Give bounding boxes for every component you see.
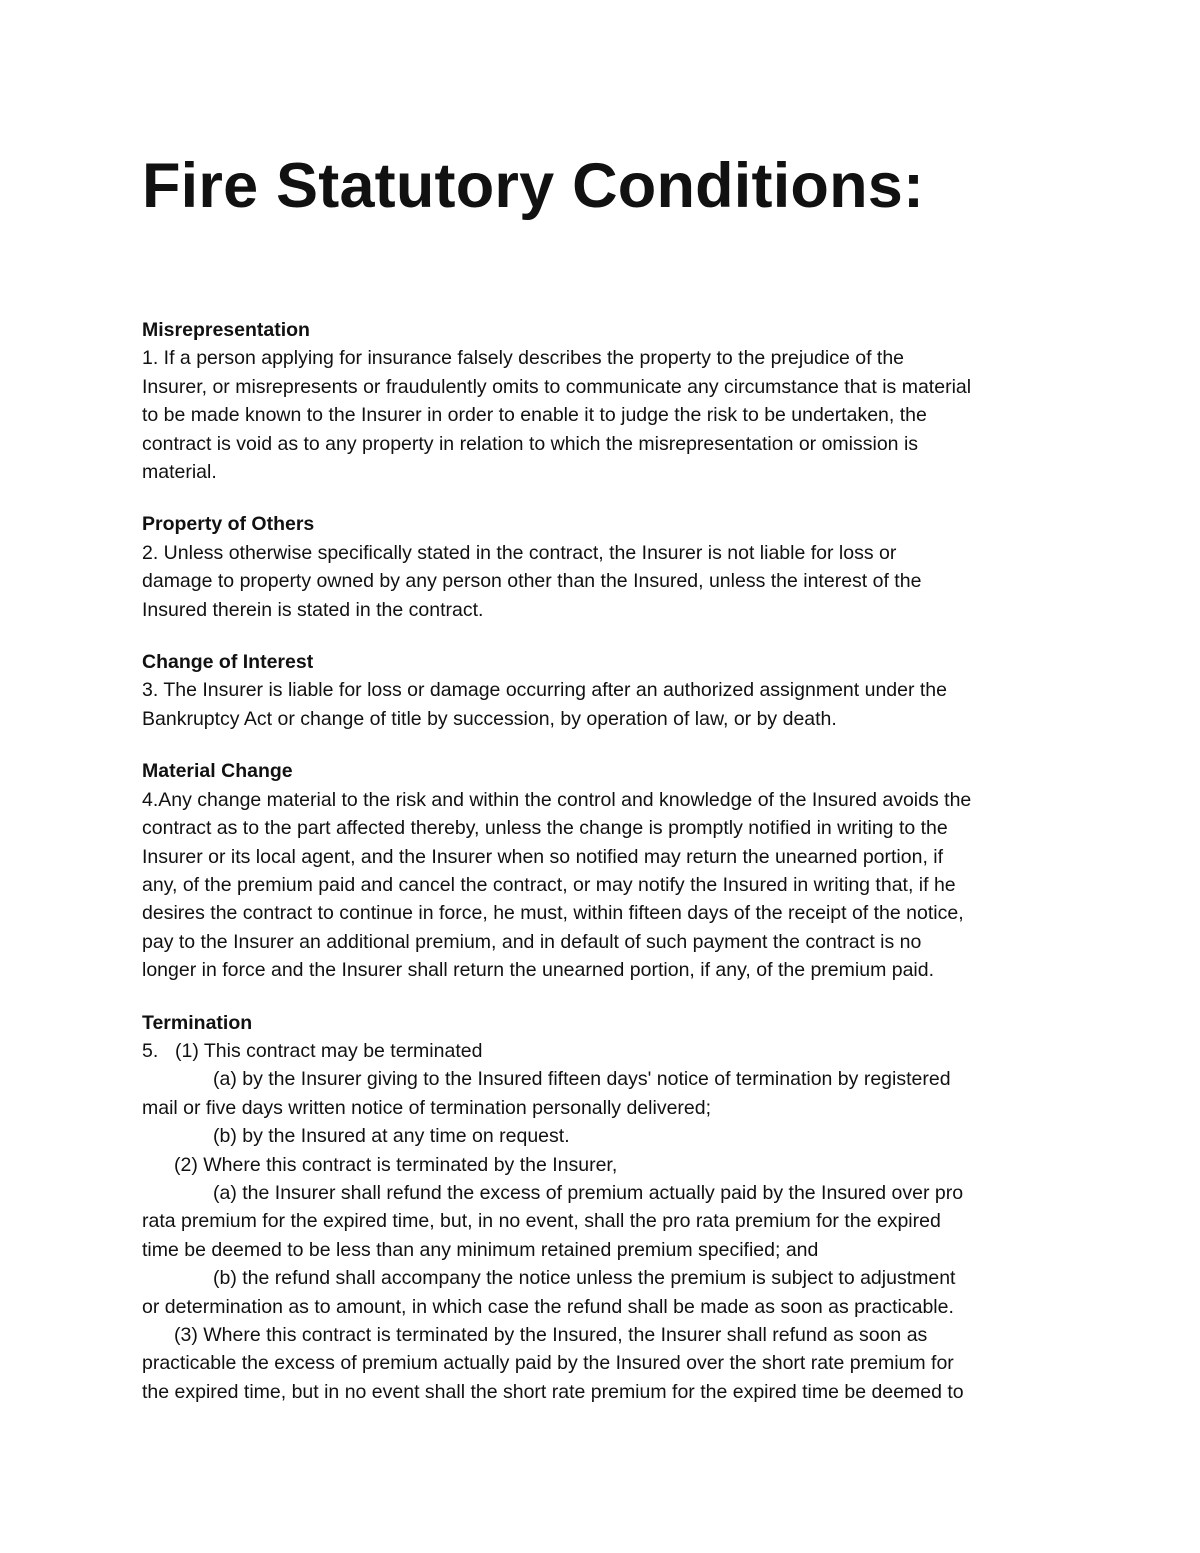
text-line: (2) Where this contract is terminated by the Insurer, bbox=[174, 1153, 618, 1176]
text-line: contract as to the part affected thereby, unless the change is promptly notified in writing to the bbox=[142, 817, 948, 840]
text-line: (a) by the Insurer giving to the Insured fifteen days' notice of termination by registered bbox=[213, 1068, 951, 1091]
text-line: damage to property owned by any person other than the Insured, unless the interest of the bbox=[142, 570, 922, 593]
section-paragraph bbox=[142, 786, 1072, 985]
text-line: Bankruptcy Act or change of title by succession, by operation of law, or by death. bbox=[142, 707, 837, 730]
text-line: Insurer or its local agent, and the Insurer when so notified may return the unearned portion, if bbox=[142, 845, 944, 868]
section-paragraph bbox=[142, 344, 1072, 486]
text-line: desires the contract to continue in force, he must, within fifteen days of the receipt of the notice, bbox=[142, 902, 964, 925]
text-line: pay to the Insurer an additional premium, and in default of such payment the contract is no bbox=[142, 930, 922, 953]
section-number: 5. bbox=[142, 1039, 159, 1062]
text-line: time be deemed to be less than any minimum retained premium specified; and bbox=[142, 1238, 819, 1261]
text-line: to be made known to the Insurer in order to enable it to judge the risk to be undertaken, the bbox=[142, 404, 927, 427]
section-paragraph bbox=[142, 1037, 1072, 1406]
section-paragraph bbox=[142, 539, 1072, 624]
text-line: practicable the excess of premium actually paid by the Insured over the short rate premium for bbox=[142, 1352, 954, 1375]
text-line: Insured therein is stated in the contract. bbox=[142, 598, 484, 621]
document-body bbox=[142, 316, 1072, 1430]
section-heading: Change of Interest bbox=[142, 651, 314, 674]
section-heading: Material Change bbox=[142, 760, 293, 783]
section-paragraph bbox=[142, 676, 1072, 733]
section-heading: Termination bbox=[142, 1011, 253, 1034]
section-change-of-interest bbox=[142, 648, 1072, 733]
section-property-of-others bbox=[142, 510, 1072, 624]
text-line: (a) the Insurer shall refund the excess of premium actually paid by the Insured over pro bbox=[213, 1181, 964, 1204]
text-line: contract is void as to any property in relation to which the misrepresentation or omission is bbox=[142, 432, 919, 455]
text-line: (3) Where this contract is terminated by the Insured, the Insurer shall refund as soon as bbox=[174, 1324, 928, 1346]
text-line: any, of the premium paid and cancel the contract, or may notify the Insured in writing that, if he bbox=[142, 873, 956, 896]
clause-text: (1) This contract may be terminated bbox=[175, 1039, 483, 1062]
text-line: the expired time, but in no event shall the short rate premium for the expired time be deemed to bbox=[142, 1380, 964, 1403]
text-line: material. bbox=[142, 461, 217, 484]
text-line: 2. Unless otherwise specifically stated in the contract, the Insurer is not liable for loss or bbox=[142, 541, 897, 564]
text-line: 3. The Insurer is liable for loss or damage occurring after an authorized assignment under the bbox=[142, 679, 947, 702]
text-line: mail or five days written notice of termination personally delivered; bbox=[142, 1096, 712, 1119]
section-material-change bbox=[142, 757, 1072, 984]
text-line bbox=[142, 1037, 1072, 1065]
text-line: rata premium for the expired time, but, in no event, shall the pro rata premium for the expired bbox=[142, 1210, 941, 1233]
document-title: Fire Statutory Conditions: bbox=[142, 151, 925, 221]
text-line: Insurer, or misrepresents or fraudulently omits to communicate any circumstance that is material bbox=[142, 375, 972, 398]
text-line: or determination as to amount, in which case the refund shall be made as soon as practicable. bbox=[142, 1295, 954, 1318]
section-heading: Property of Others bbox=[142, 513, 315, 536]
text-line: longer in force and the Insurer shall return the unearned portion, if any, of the premium paid. bbox=[142, 959, 935, 982]
section-termination bbox=[142, 1009, 1072, 1407]
text-line: 1. If a person applying for insurance falsely describes the property to the prejudice of the bbox=[142, 347, 905, 370]
text-line: 4.Any change material to the risk and within the control and knowledge of the Insured avoids the bbox=[142, 788, 972, 811]
text-line: (b) by the Insured at any time on request. bbox=[213, 1125, 570, 1148]
section-misrepresentation bbox=[142, 316, 1072, 486]
text-line: (b) the refund shall accompany the notice unless the premium is subject to adjustment bbox=[213, 1267, 956, 1290]
section-heading: Misrepresentation bbox=[142, 319, 310, 341]
